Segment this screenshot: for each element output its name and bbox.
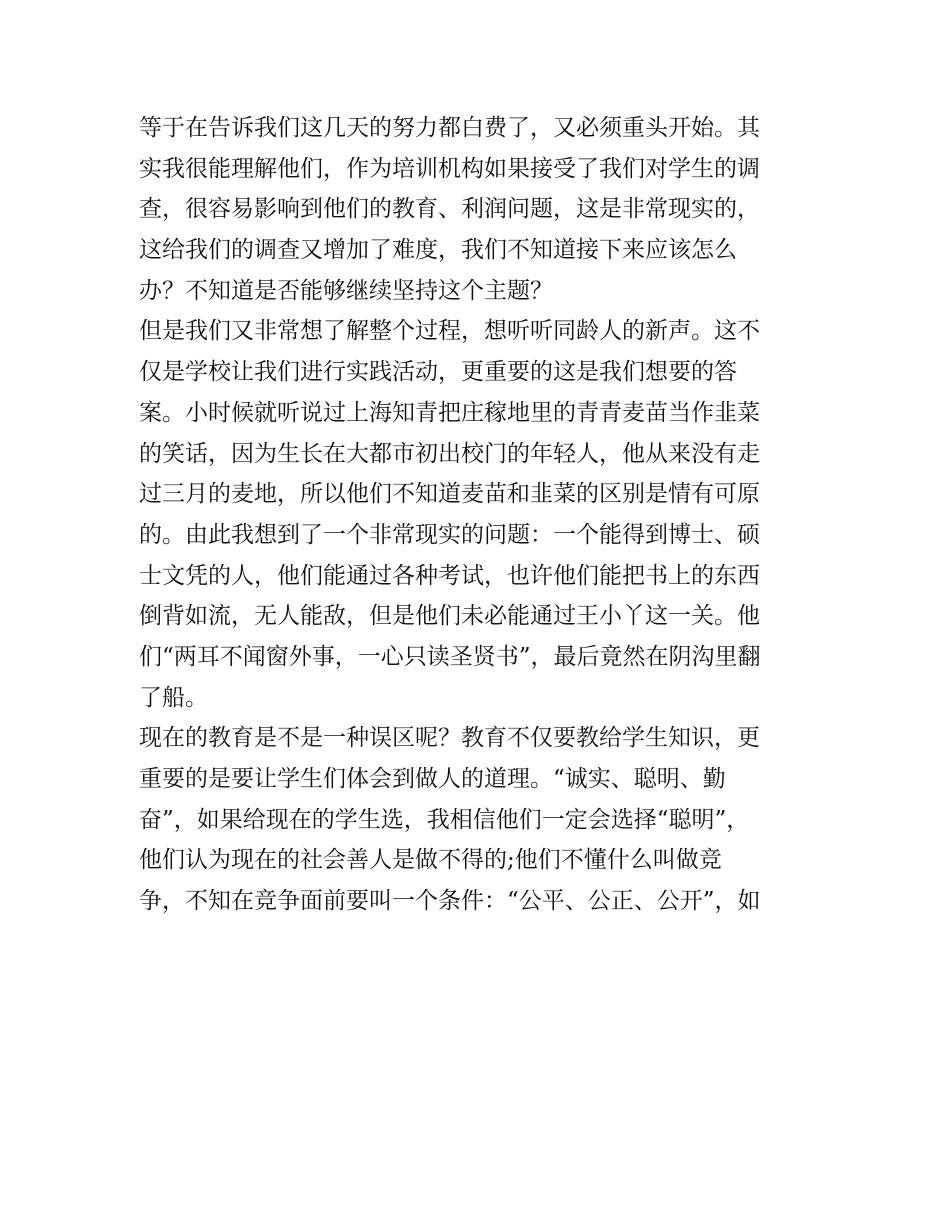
text-line: 争，不知在竞争面前要叫一个条件：“公平、公正、公开”，如 — [139, 888, 761, 915]
text-line: 士文凭的人，他们能通过各种考试，也许他们能把书上的东西 — [139, 562, 760, 589]
text-line: 但是我们又非常想了解整个过程，想听听同龄人的新声。这不 — [139, 318, 760, 345]
text-line: 现在的教育是不是一种误区呢？教育不仅要教给学生知识，更 — [139, 725, 760, 752]
text-line: 实我很能理解他们，作为培训机构如果接受了我们对学生的调 — [139, 155, 760, 182]
text-line: 了船。 — [139, 684, 208, 711]
text-line: 办？不知道是否能够继续坚持这个主题？ — [139, 277, 553, 304]
text-line: 的笑话，因为生长在大都市初出校门的年轻人，他从来没有走 — [139, 440, 760, 467]
text-line: 仅是学校让我们进行实践活动，更重要的这是我们想要的答 — [139, 359, 737, 386]
text-line: 的。由此我想到了一个非常现实的问题：一个能得到博士、硕 — [139, 521, 760, 548]
text-line: 他们认为现在的社会善人是做不得的;他们不懂什么叫做竞 — [139, 847, 722, 874]
body-text — [139, 108, 819, 922]
text-line: 过三月的麦地，所以他们不知道麦苗和韭菜的区别是情有可原 — [139, 481, 760, 508]
text-line: 这给我们的调查又增加了难度，我们不知道接下来应该怎么 — [139, 237, 737, 264]
text-line: 们“两耳不闻窗外事，一心只读圣贤书”，最后竟然在阴沟里翻 — [139, 643, 761, 670]
text-line: 等于在告诉我们这几天的努力都白费了，又必须重头开始。其 — [139, 115, 760, 141]
text-line: 查，很容易影响到他们的教育、利润问题，这是非常现实的， — [139, 196, 760, 223]
text-line: 重要的是要让学生们体会到做人的道理。“诚实、聪明、勤 — [139, 766, 726, 792]
text-line: 奋”，如果给现在的学生选，我相信他们一定会选择“聪明”， — [139, 806, 750, 833]
text-line: 案。小时候就听说过上海知青把庄稼地里的青青麦苗当作韭菜 — [139, 399, 760, 426]
text-line: 倒背如流，无人能敌，但是他们未必能通过王小丫这一关。他 — [139, 603, 760, 630]
